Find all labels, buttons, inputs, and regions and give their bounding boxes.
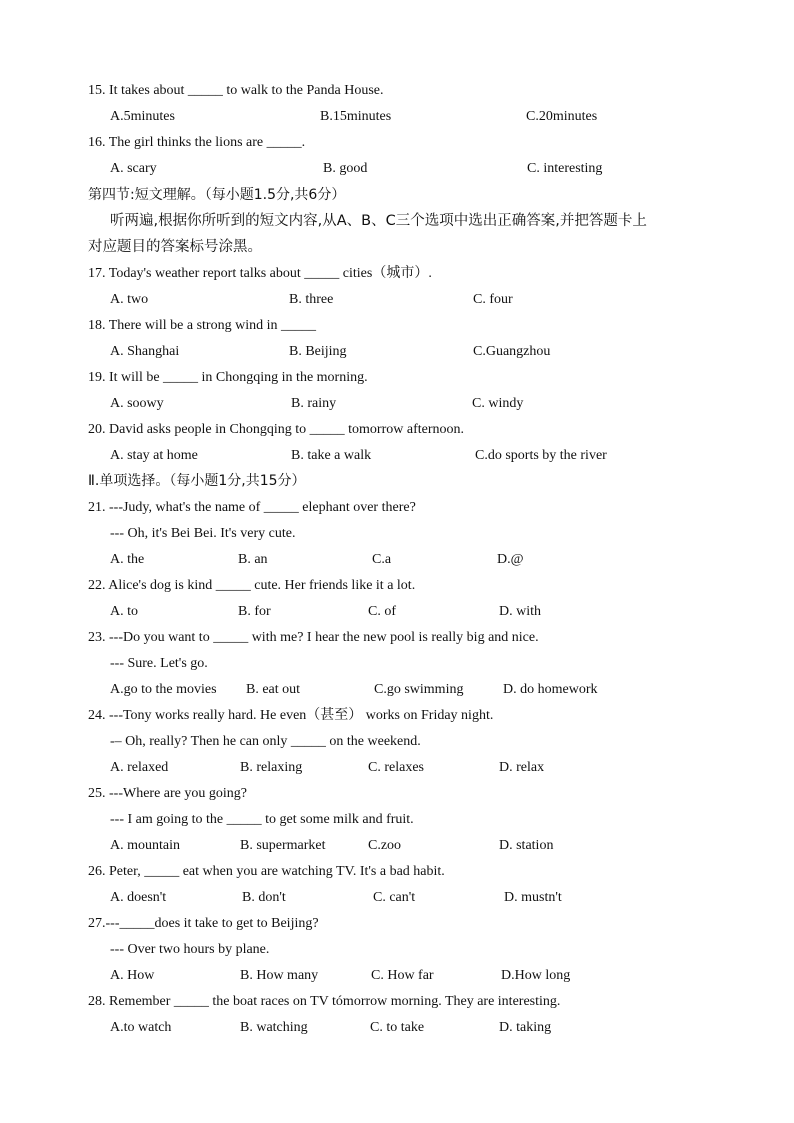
answer-option: D. do homework [503,682,598,697]
answer-option: A. soowy [110,396,164,411]
question-line: 25. ---Where are you going? [88,786,247,801]
answer-option: D.How long [501,968,571,983]
answer-option: C.Guangzhou [473,344,551,359]
answer-option: C. interesting [527,161,603,176]
question-line: 16. The girl thinks the lions are _____. [88,135,306,150]
answer-option: C. can't [373,890,416,905]
answer-option: B. three [289,292,334,307]
answer-option: A.go to the movies [110,682,217,697]
question-line: -– Oh, really? Then he can only _____ on the weekend. [110,734,421,749]
instruction-text: 对应题目的答案标号涂黑。 [88,239,262,255]
answer-option: B. supermarket [240,838,326,853]
answer-option: A. to [110,604,138,619]
answer-option: A. two [110,292,149,307]
question-line: --- Over two hours by plane. [110,942,270,957]
answer-option: D. station [499,838,554,853]
answer-option: B. Beijing [289,344,347,359]
section-heading: Ⅱ.单项选择。（每小题1分,共15分） [88,473,306,489]
answer-option: C. four [473,292,513,307]
answer-option: D. with [499,604,541,619]
answer-option: D.@ [497,552,524,567]
answer-option: D. mustn't [504,890,562,905]
answer-option: A.to watch [110,1020,172,1035]
answer-option: D. taking [499,1020,552,1035]
answer-option: A. relaxed [110,760,169,775]
answer-option: C. to take [370,1020,425,1035]
question-line: 19. It will be _____ in Chongqing in the morning. [88,370,368,385]
answer-option: B. an [238,552,268,567]
answer-option: B. take a walk [291,448,372,463]
question-line: --- Sure. Let's go. [110,656,208,671]
question-line: 21. ---Judy, what's the name of _____ elephant over there? [88,500,416,515]
answer-option: B. for [238,604,271,619]
answer-option: B. How many [240,968,319,983]
question-line: 17. Today's weather report talks about _____ cities（城市）. [88,266,432,281]
answer-option: C. relaxes [368,760,424,775]
answer-option: A. scary [110,161,157,176]
answer-option: C.go swimming [374,682,464,697]
answer-option: C. How far [371,968,434,983]
question-line: 22. Alice's dog is kind _____ cute. Her friends like it a lot. [88,578,416,593]
instruction-text: 听两遍,根据你所听到的短文内容,从A、B、C三个选项中选出正确答案,并把答题卡上 [110,213,647,229]
question-line: 24. ---Tony works really hard. He even（甚至） works on Friday night. [88,708,494,723]
answer-option: A. Shanghai [110,344,180,359]
question-line: --- I am going to the _____ to get some milk and fruit. [110,812,414,827]
section-heading: 第四节:短文理解。（每小题1.5分,共6分） [88,187,346,203]
question-line: --- Oh, it's Bei Bei. It's very cute. [110,526,296,541]
answer-option: C. of [368,604,396,619]
question-line: 23. ---Do you want to _____ with me? I hear the new pool is really big and nice. [88,630,539,645]
answer-option: B. eat out [246,682,301,697]
answer-option: B. watching [240,1020,308,1035]
question-line: 26. Peter, _____ eat when you are watching TV. It's a bad habit. [88,864,445,879]
answer-option: A. How [110,968,155,983]
answer-option: A. stay at home [110,448,198,463]
answer-option: C.do sports by the river [475,448,607,463]
answer-option: C.zoo [368,838,402,853]
answer-option: A. doesn't [110,890,167,905]
question-line: 28. Remember _____ the boat races on TV tómorrow morning. They are interesting. [88,994,561,1009]
answer-option: D. relax [499,760,545,775]
question-line: 15. It takes about _____ to walk to the Panda House. [88,83,384,98]
answer-option: C.20minutes [526,109,598,124]
answer-option: A. mountain [110,838,180,853]
answer-option: B. relaxing [240,760,303,775]
answer-option: C.a [372,552,392,567]
answer-option: B. rainy [291,396,337,411]
answer-option: C. windy [472,396,524,411]
answer-option: B. don't [242,890,286,905]
question-line: 27.---_____does it take to get to Beijing? [88,916,319,931]
answer-option: B.15minutes [320,109,392,124]
question-line: 20. David asks people in Chongqing to _____ tomorrow afternoon. [88,422,465,437]
answer-option: A.5minutes [110,109,175,124]
question-line: 18. There will be a strong wind in _____ [88,318,316,333]
answer-option: B. good [323,161,368,176]
answer-option: A. the [110,552,145,567]
